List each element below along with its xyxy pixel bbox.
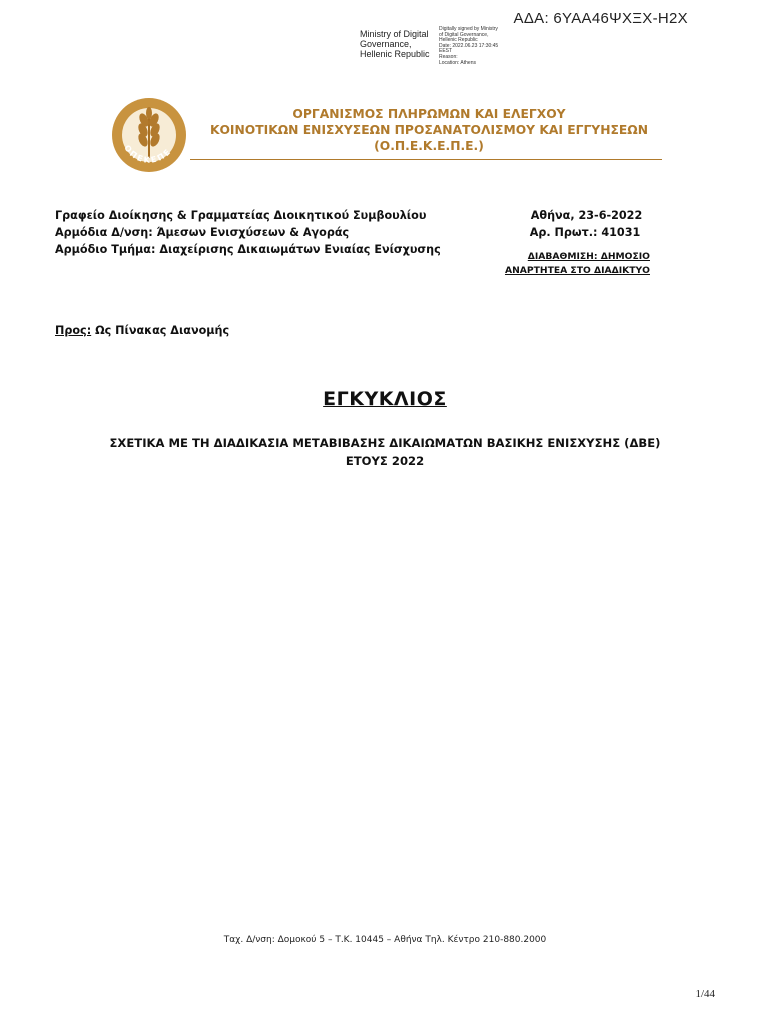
signature-detail-line: Location: Athens [439, 59, 476, 66]
classification-line-1: ΔΙΑΒΑΘΜΙΣΗ: ΔΗΜΟΣΙΟ [527, 251, 650, 262]
document-date: Αθήνα, 23-6-2022 [530, 209, 643, 222]
org-line-2: ΚΟΙΝΟΤΙΚΩΝ ΕΝΙΣΧΥΣΕΩΝ ΠΡΟΣΑΝΑΤΟΛΙΣΜΟΥ ΚΑΙ ΕΓΓΥΗΣΕΩΝ [209, 123, 649, 137]
office-line: Γραφείο Διοίκησης & Γραμματείας Διοικητικού Συμβουλίου [55, 209, 427, 222]
organization-name [196, 106, 662, 154]
org-line-1: ΟΡΓΑΝΙΣΜΟΣ ΠΛΗΡΩΜΩΝ ΚΑΙ ΕΛΕΓΧΟΥ [292, 107, 566, 121]
recipient-label: Προς: [55, 324, 92, 337]
org-line-3: (Ο.Π.Ε.Κ.Ε.Π.Ε.) [374, 139, 484, 153]
digital-signature-signer: Ministry of Digital Governance, Hellenic Republic [360, 29, 430, 59]
recipient-value: Ως Πίνακας Διανομής [91, 324, 230, 337]
signature-detail-line: Date: 2022.06.23 17:30:45 [439, 42, 499, 49]
signature-detail-line: of Digital Governance, [439, 31, 489, 38]
header-divider [190, 159, 662, 160]
page-number: 1/44 [695, 988, 715, 1000]
document-title: ΕΓΚΥΚΛΙΟΣ [323, 388, 447, 410]
signature-detail-line: Digitally signed by Ministry [439, 26, 498, 32]
digital-signature-details [439, 27, 519, 66]
signature-detail-line: EEST [439, 48, 453, 55]
logo-lettering: ΟΠΕΚΕΠΕ [122, 143, 174, 165]
subtitle-line-2: ΕΤΟΥΣ 2022 [345, 454, 425, 468]
classification-line-2: ΑΝΑΡΤΗΤΕΑ ΣΤΟ ΔΙΑΔΙΚΤΥΟ [504, 265, 650, 276]
date-protocol-block [470, 207, 700, 241]
protocol-number: Αρ. Πρωτ.: 41031 [529, 226, 641, 239]
ada-code: ΑΔΑ: 6ΥΑΑ46ΨΧΞΧ-Η2Χ [513, 10, 688, 27]
recipient [55, 324, 229, 337]
signature-detail-line: Reason: [439, 53, 458, 60]
signature-detail-line: Hellenic Republic [439, 37, 478, 44]
subtitle-line-1: ΣΧΕΤΙΚΑ ΜΕ ΤΗ ΔΙΑΔΙΚΑΣΙΑ ΜΕΤΑΒΙΒΑΣΗΣ ΔΙΚΑΙΩΜΑΤΩΝ ΒΑΣΙΚΗΣ ΕΝΙΣΧΥΣΗΣ (ΔΒΕ) [109, 436, 661, 450]
classification [470, 250, 650, 278]
footer-address: Ταχ. Δ/νση: Δομοκού 5 – Τ.Κ. 10445 – Αθήνα Τηλ. Κέντρο 210-880.2000 [223, 935, 547, 945]
directorate-line: Αρμόδια Δ/νση: Άμεσων Ενισχύσεων & Αγοράς [55, 226, 350, 239]
opekepe-logo [110, 96, 188, 174]
document-subtitle [40, 434, 730, 470]
department-line: Αρμόδιο Τμήμα: Διαχείρισης Δικαιωμάτων Ενιαίας Ενίσχυσης [55, 243, 441, 256]
department-block [55, 207, 441, 258]
